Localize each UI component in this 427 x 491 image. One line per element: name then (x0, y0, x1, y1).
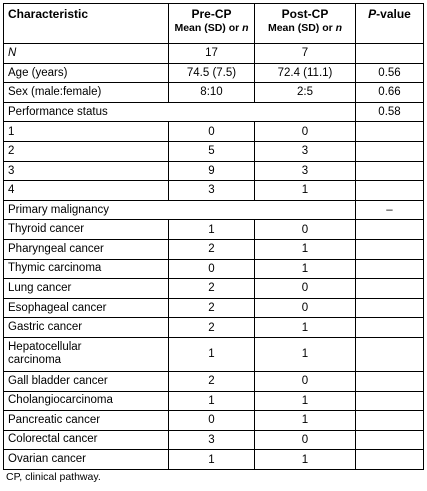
table-row (4, 161, 424, 181)
table-row (4, 430, 424, 450)
table-row (4, 200, 424, 220)
p-value (356, 337, 424, 371)
row-label: 3 (4, 161, 169, 181)
post-value: 1 (255, 259, 356, 279)
table-row (4, 371, 424, 391)
post-value: 1 (255, 391, 356, 411)
p-value: 0.66 (356, 83, 424, 103)
post-value: 0 (255, 430, 356, 450)
post-value: 0 (255, 371, 356, 391)
row-label: 2 (4, 141, 169, 161)
header-pre-cp (169, 4, 255, 44)
row-label: Thyroid cancer (4, 220, 169, 240)
pre-cp-title: Pre-CP (191, 7, 232, 21)
post-value: 0 (255, 122, 356, 142)
row-label: N (4, 44, 169, 64)
post-value: 72.4 (11.1) (255, 63, 356, 83)
p-value (356, 371, 424, 391)
p-value (356, 279, 424, 299)
post-value: 1 (255, 239, 356, 259)
pre-value: 0 (169, 122, 255, 142)
p-value: – (356, 200, 424, 220)
p-value (356, 411, 424, 431)
pre-value: 17 (169, 44, 255, 64)
pre-cp-subtitle-text: Mean (SD) or (174, 22, 243, 34)
pre-value: 2 (169, 279, 255, 299)
table-row (4, 279, 424, 299)
row-label: Sex (male:female) (4, 83, 169, 103)
pre-value: 1 (169, 337, 255, 371)
p-value (356, 298, 424, 318)
pre-value: 3 (169, 181, 255, 201)
post-value: 1 (255, 181, 356, 201)
pre-value: 2 (169, 239, 255, 259)
p-value (356, 141, 424, 161)
p-value (356, 44, 424, 64)
p-value (356, 259, 424, 279)
post-value: 0 (255, 279, 356, 299)
pre-cp-subtitle-n: n (242, 22, 249, 34)
post-cp-subtitle (259, 22, 351, 34)
post-value: 3 (255, 161, 356, 181)
row-label: Lung cancer (4, 279, 169, 299)
post-value: 1 (255, 318, 356, 338)
row-label (4, 337, 169, 371)
post-cp-subtitle-n: n (335, 22, 343, 34)
post-value: 3 (255, 141, 356, 161)
p-rest: -value (376, 7, 411, 21)
row-label: Colorectal cancer (4, 430, 169, 450)
p-value (356, 161, 424, 181)
post-value: 1 (255, 450, 356, 470)
table-row (4, 298, 424, 318)
p-value: 0.56 (356, 63, 424, 83)
table-row (4, 44, 424, 64)
pre-value: 0 (169, 411, 255, 431)
p-value (356, 122, 424, 142)
p-value: 0.58 (356, 102, 424, 122)
pre-value: 2 (169, 298, 255, 318)
row-label: Thymic carcinoma (4, 259, 169, 279)
pre-value: 3 (169, 430, 255, 450)
p-value (356, 181, 424, 201)
table-row (4, 259, 424, 279)
post-value: 2:5 (255, 83, 356, 103)
p-value (356, 450, 424, 470)
post-cp-subtitle-text: Mean (SD) or (267, 22, 336, 34)
pre-value: 74.5 (7.5) (169, 63, 255, 83)
pre-value: 9 (169, 161, 255, 181)
row-label: 4 (4, 181, 169, 201)
row-label: Performance status (4, 102, 356, 122)
row-label: Gastric cancer (4, 318, 169, 338)
pre-value: 1 (169, 391, 255, 411)
row-label: Cholangiocarcinoma (4, 391, 169, 411)
table-row (4, 181, 424, 201)
header-row (4, 4, 424, 44)
p-value (356, 239, 424, 259)
row-label: Pharyngeal cancer (4, 239, 169, 259)
table-row (4, 318, 424, 338)
p-value (356, 318, 424, 338)
pre-value: 2 (169, 371, 255, 391)
table-row (4, 239, 424, 259)
row-label: Gall bladder cancer (4, 371, 169, 391)
row-label: 1 (4, 122, 169, 142)
pre-value: 1 (169, 450, 255, 470)
header-post-cp (255, 4, 356, 44)
p-value (356, 430, 424, 450)
table-row (4, 450, 424, 470)
row-label-text: Hepatocellular carcinoma (8, 341, 82, 367)
pre-cp-subtitle (173, 22, 250, 34)
post-value: 1 (255, 411, 356, 431)
row-label: Pancreatic cancer (4, 411, 169, 431)
table-row (4, 63, 424, 83)
row-label: Esophageal cancer (4, 298, 169, 318)
header-characteristic: Characteristic (4, 4, 169, 44)
table-row (4, 337, 424, 371)
row-label: Ovarian cancer (4, 450, 169, 470)
table-row (4, 411, 424, 431)
table-row (4, 83, 424, 103)
p-value (356, 391, 424, 411)
header-p-value (356, 4, 424, 44)
row-label: Age (years) (4, 63, 169, 83)
post-cp-title: Post-CP (281, 7, 329, 21)
table-footnote: CP, clinical pathway. (6, 471, 101, 483)
p-value (356, 220, 424, 240)
post-value: 1 (255, 337, 356, 371)
post-value: 7 (255, 44, 356, 64)
p-italic: P (368, 7, 377, 21)
pre-value: 8:10 (169, 83, 255, 103)
pre-value: 0 (169, 259, 255, 279)
table-row (4, 391, 424, 411)
pre-value: 1 (169, 220, 255, 240)
row-label: Primary malignancy (4, 200, 356, 220)
post-value: 0 (255, 298, 356, 318)
characteristics-table (3, 3, 424, 470)
pre-value: 5 (169, 141, 255, 161)
pre-value: 2 (169, 318, 255, 338)
table-row (4, 122, 424, 142)
table-row (4, 220, 424, 240)
table-row (4, 102, 424, 122)
post-value: 0 (255, 220, 356, 240)
table-row (4, 141, 424, 161)
